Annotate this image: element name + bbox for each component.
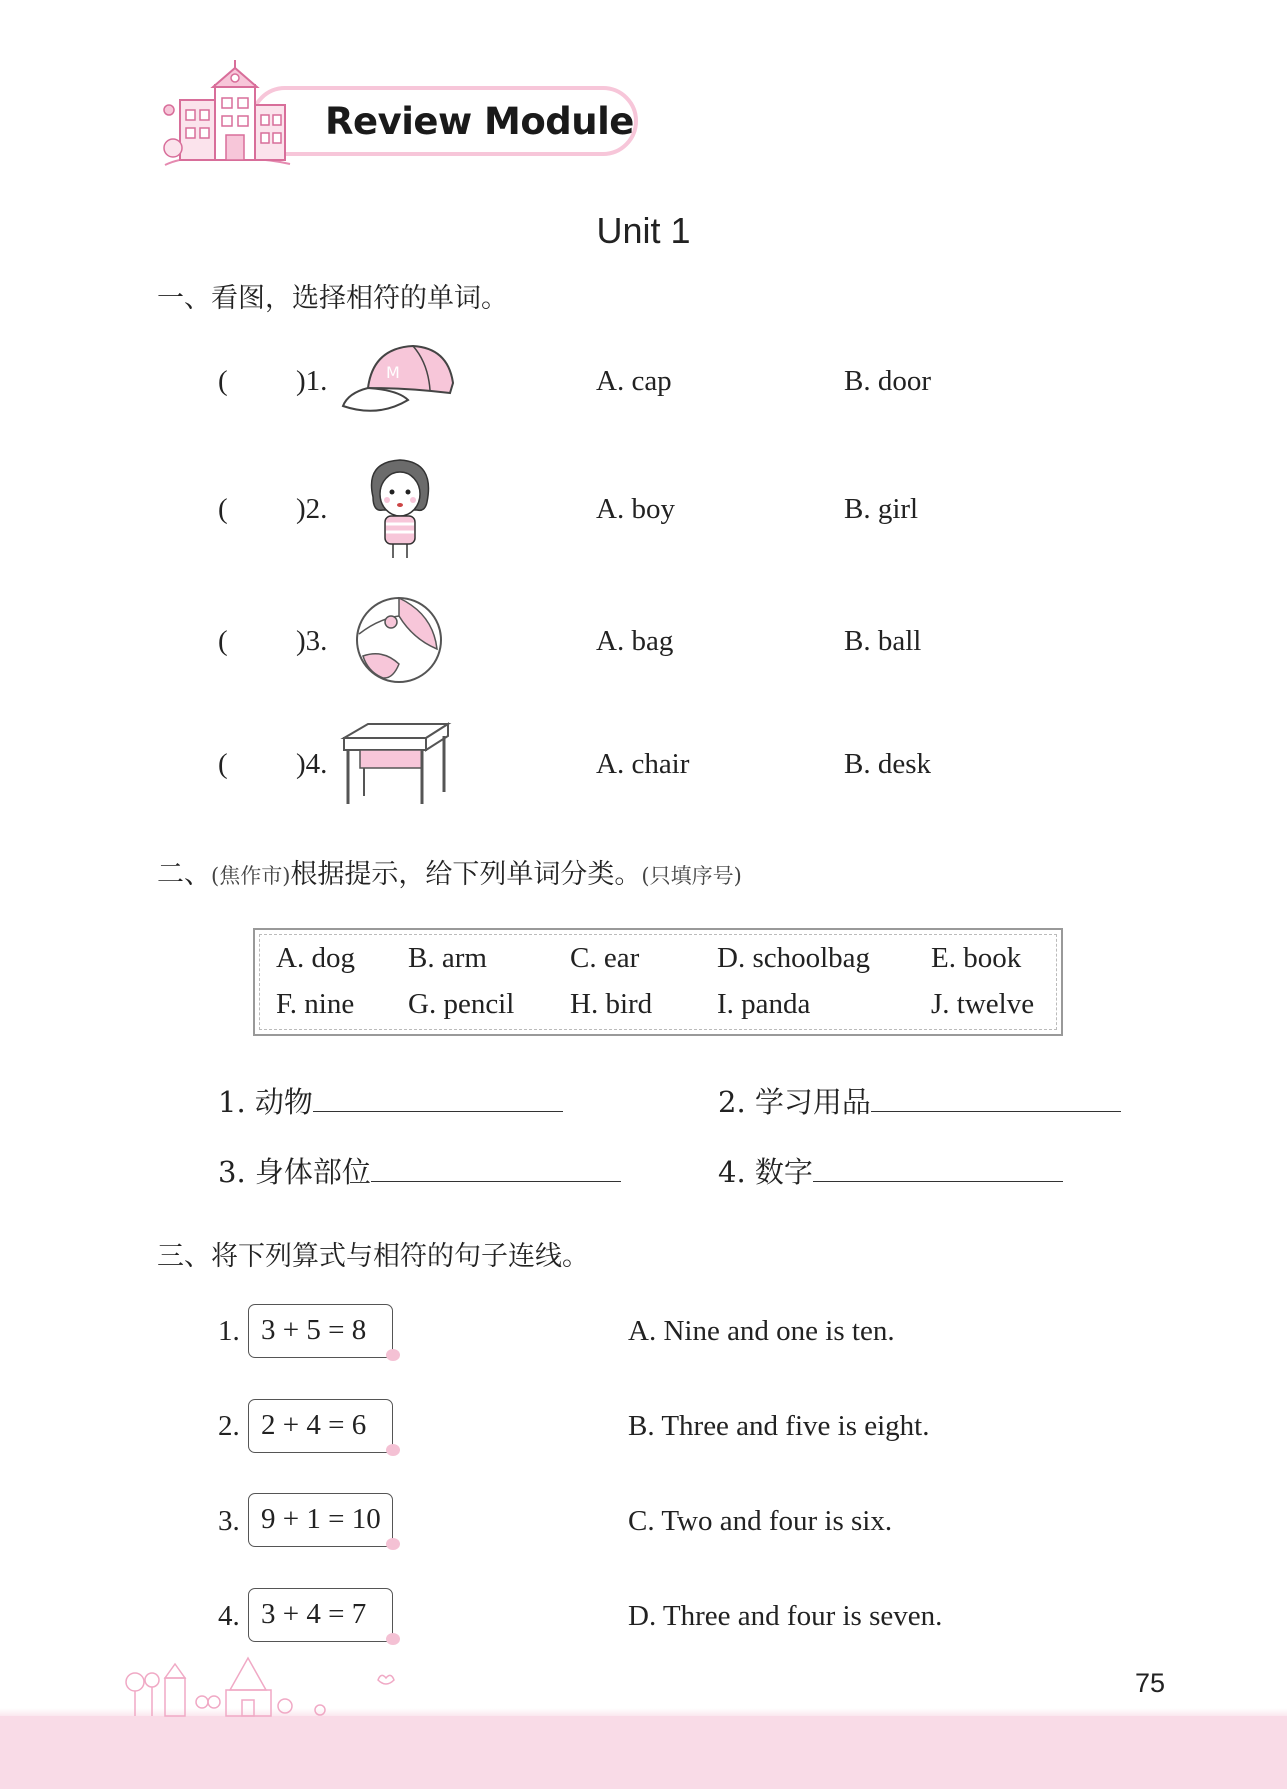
word-item: A. dog xyxy=(276,942,355,974)
equation-box[interactable]: 3 + 5 = 8 xyxy=(248,1304,393,1358)
word-item: D. schoolbag xyxy=(717,942,871,974)
category-animals xyxy=(218,1080,563,1121)
category-label: 3. 身体部位 xyxy=(218,1155,371,1189)
category-label: 2. 学习用品 xyxy=(718,1085,871,1119)
equation-box[interactable]: 3 + 4 = 7 xyxy=(248,1588,393,1642)
section2-title xyxy=(157,852,742,891)
answer-line[interactable] xyxy=(371,1156,621,1182)
category-label: 4. 数字 xyxy=(718,1155,813,1189)
equation-number: 1. xyxy=(218,1315,240,1347)
option-b: B. desk xyxy=(844,748,931,780)
word-box xyxy=(253,928,1063,1036)
equation-number: 4. xyxy=(218,1600,240,1632)
question-number: )1. xyxy=(296,365,328,397)
unit-title: Unit 1 xyxy=(596,210,691,251)
category-numbers xyxy=(718,1150,1063,1191)
option-a: A. boy xyxy=(596,493,675,525)
word-item: F. nine xyxy=(276,988,355,1020)
option-b: B. ball xyxy=(844,625,922,657)
word-item: E. book xyxy=(931,942,1022,974)
page-number: 75 xyxy=(1135,1668,1166,1698)
category-body-parts xyxy=(218,1150,621,1191)
source-note: (焦作市) xyxy=(211,864,291,888)
header-banner xyxy=(155,60,640,170)
sentence-item[interactable]: B. Three and five is eight. xyxy=(628,1410,930,1442)
sentence-item[interactable]: D. Three and four is seven. xyxy=(628,1600,943,1632)
option-a: A. cap xyxy=(596,365,672,397)
sentence-item[interactable]: A. Nine and one is ten. xyxy=(628,1315,895,1347)
small-doodle-icon xyxy=(375,1670,397,1690)
svg-text:M: M xyxy=(386,363,400,382)
answer-paren: ( xyxy=(218,365,228,397)
category-school-supplies xyxy=(718,1080,1121,1121)
answer-paren: ( xyxy=(218,625,228,657)
pink-dot xyxy=(386,1349,400,1361)
equation-box[interactable]: 9 + 1 = 10 xyxy=(248,1493,393,1547)
word-item: J. twelve xyxy=(931,988,1035,1020)
girl-icon xyxy=(355,452,445,562)
question-number: )4. xyxy=(296,748,328,780)
word-item: B. arm xyxy=(408,942,487,974)
pink-dot xyxy=(386,1444,400,1456)
cap-icon xyxy=(338,338,458,423)
sentence-item[interactable]: C. Two and four is six. xyxy=(628,1505,893,1537)
option-a: A. bag xyxy=(596,625,674,657)
desk-icon xyxy=(340,720,452,806)
section2-instruction: 根据提示，给下列单词分类。 xyxy=(290,859,642,890)
answer-paren: ( xyxy=(218,493,228,525)
answer-line[interactable] xyxy=(813,1156,1063,1182)
question-number: )3. xyxy=(296,625,328,657)
pink-dot xyxy=(386,1538,400,1550)
section2-prefix: 二、 xyxy=(157,859,211,890)
module-title: Review Module xyxy=(325,100,634,143)
category-label: 1. 动物 xyxy=(218,1085,313,1119)
fill-note: (只填序号) xyxy=(641,864,742,888)
equation-box[interactable]: 2 + 4 = 6 xyxy=(248,1399,393,1453)
word-item: C. ear xyxy=(570,942,640,974)
option-a: A. chair xyxy=(596,748,690,780)
equation-number: 3. xyxy=(218,1505,240,1537)
ball-icon xyxy=(353,594,445,686)
pink-dot xyxy=(386,1633,400,1645)
answer-line[interactable] xyxy=(871,1086,1121,1112)
word-item: H. bird xyxy=(570,988,653,1020)
answer-line[interactable] xyxy=(313,1086,563,1112)
section3-title: 三、将下列算式与相符的句子连线。 xyxy=(157,1241,589,1272)
option-b: B. door xyxy=(844,365,931,397)
section1-title: 一、看图，选择相符的单词。 xyxy=(157,283,508,314)
option-b: B. girl xyxy=(844,493,919,525)
equation-number: 2. xyxy=(218,1410,240,1442)
answer-paren: ( xyxy=(218,748,228,780)
word-item: I. panda xyxy=(717,988,811,1020)
school-building-icon xyxy=(155,60,295,170)
word-item: G. pencil xyxy=(408,988,515,1020)
town-decoration-icon xyxy=(120,1650,340,1722)
bottom-band xyxy=(0,1716,1287,1789)
question-number: )2. xyxy=(296,493,328,525)
